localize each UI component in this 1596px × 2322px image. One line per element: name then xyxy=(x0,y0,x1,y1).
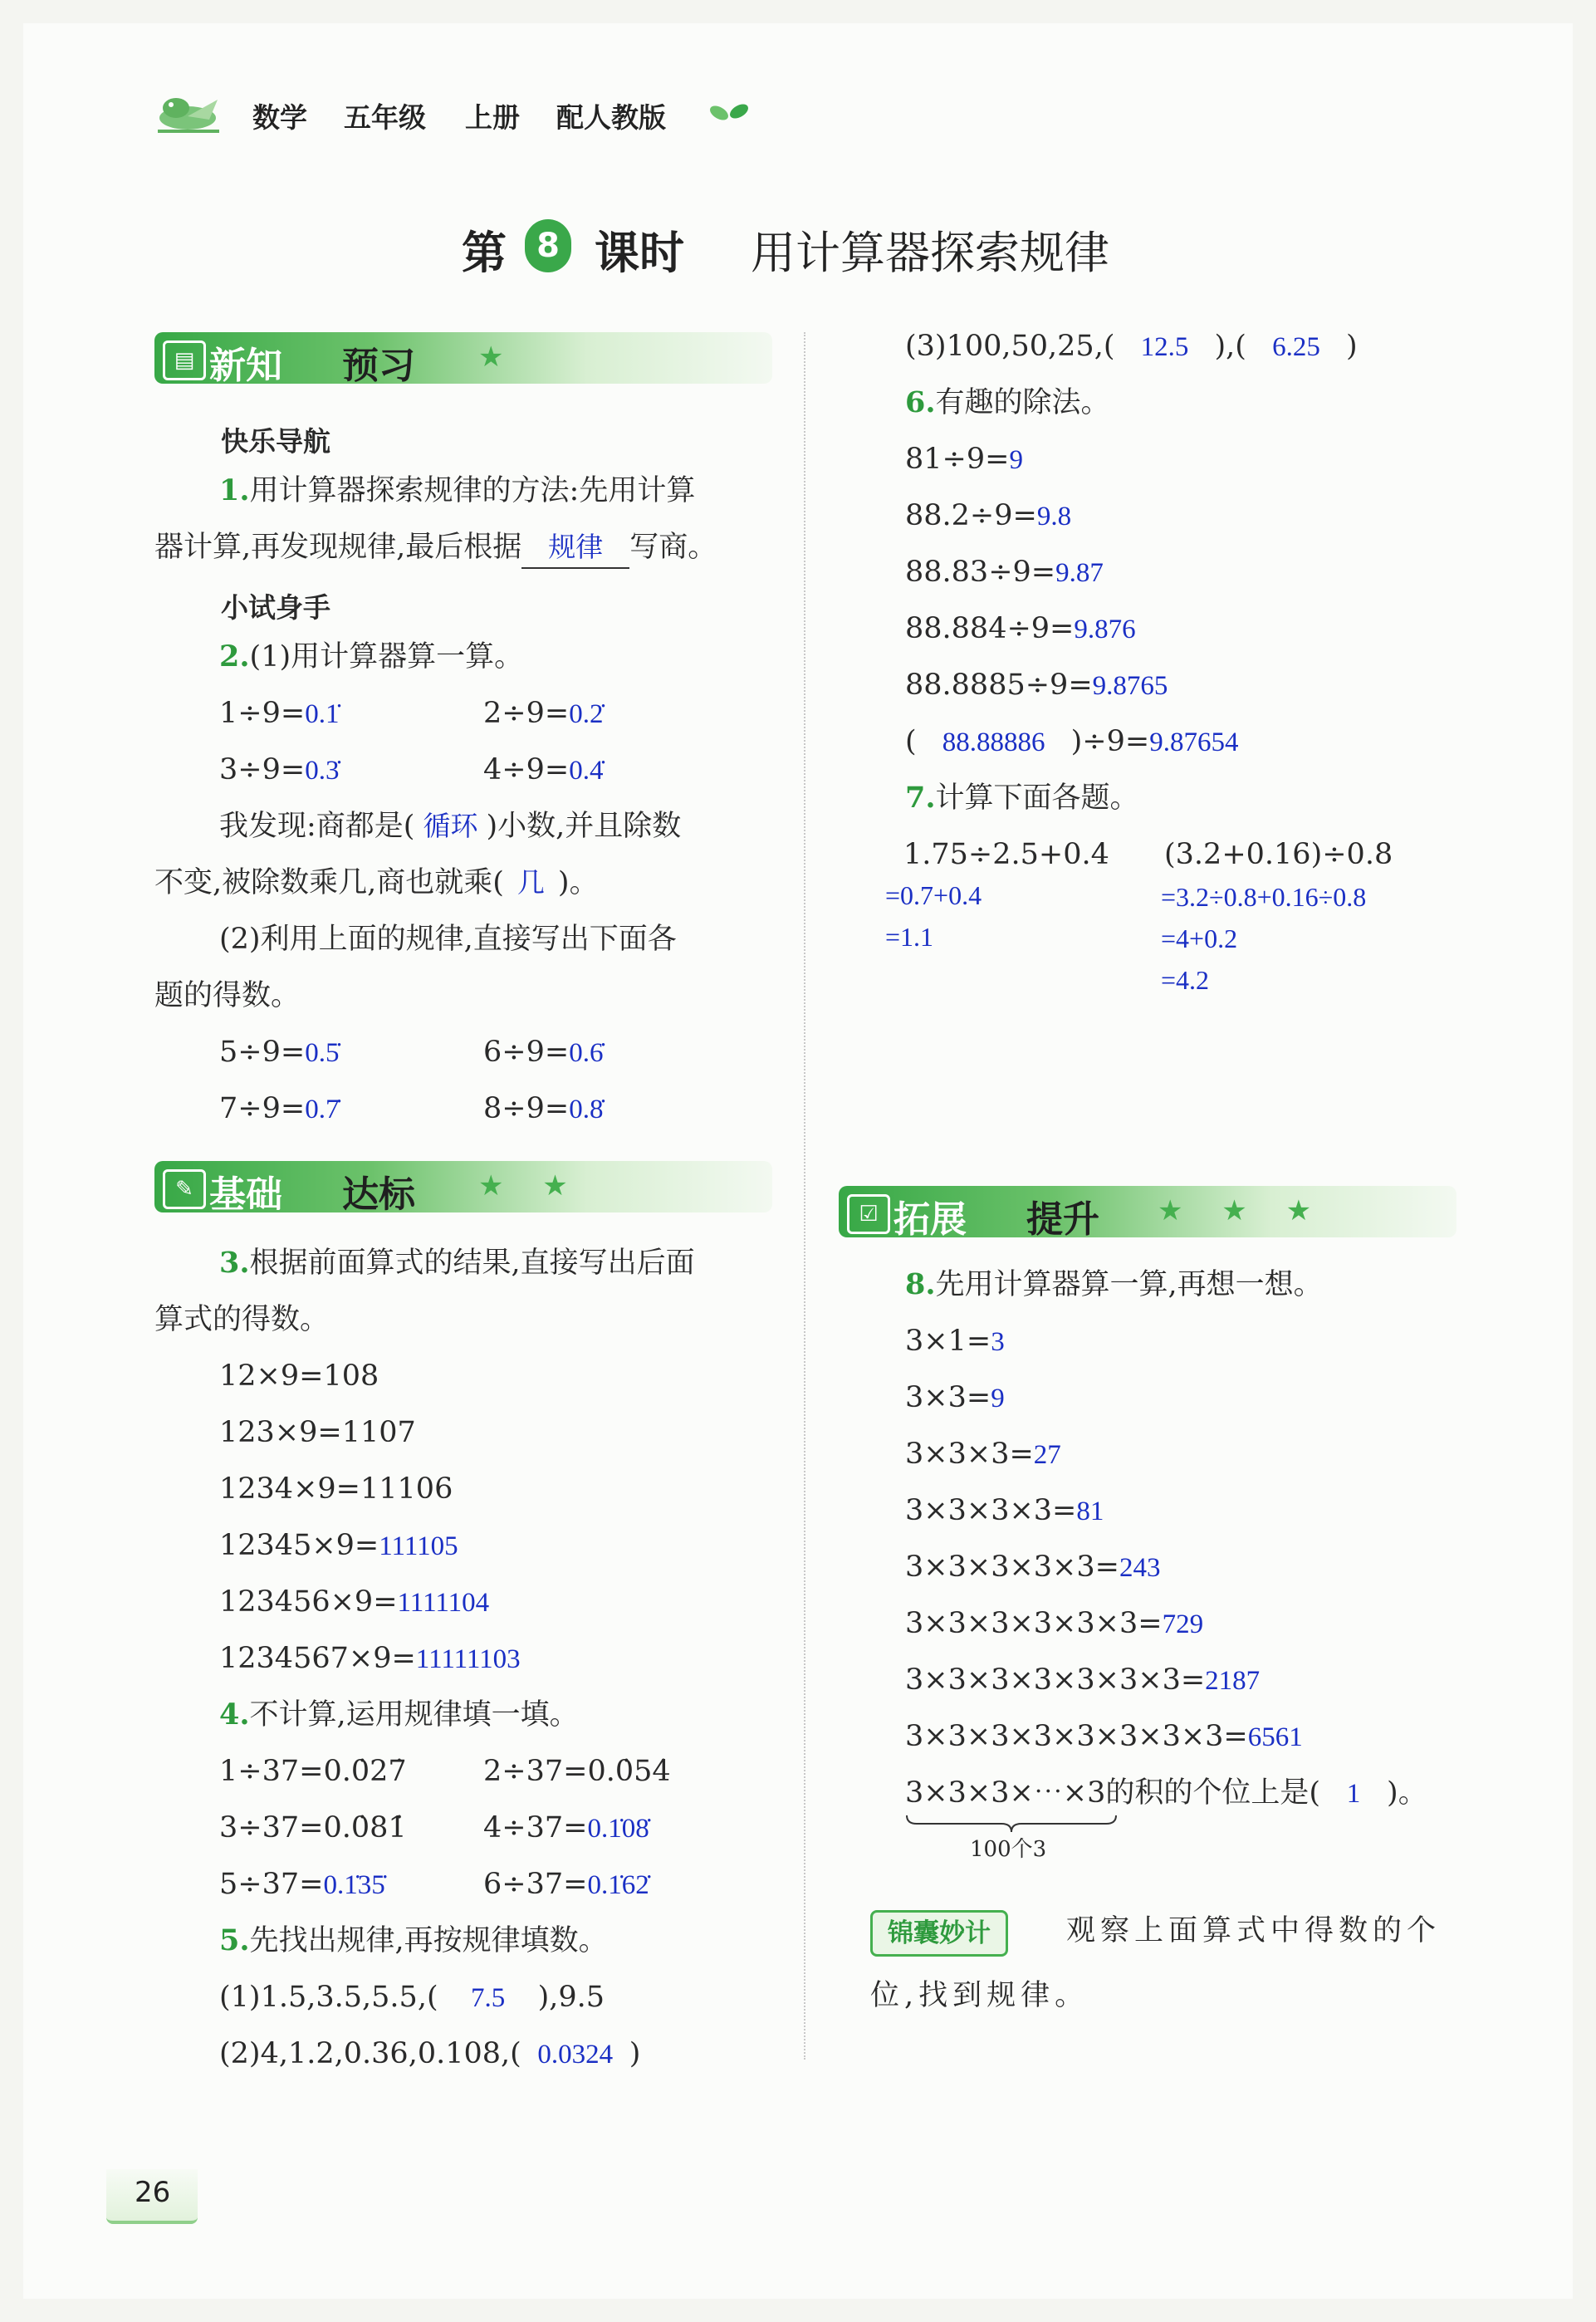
q2-equation: 2÷9= xyxy=(483,697,570,730)
q2b-equation: 5÷9= xyxy=(219,1036,306,1069)
q6-equation: 88.83÷9= xyxy=(905,556,1056,589)
q3-item xyxy=(219,1470,453,1508)
subheading-try: 小试身手 xyxy=(221,591,330,624)
q8-number: 8. xyxy=(905,1267,936,1301)
difficulty-stars: ★ ★ xyxy=(478,1169,583,1203)
q3-equation: 12×9=108 xyxy=(219,1359,379,1393)
q8-answer: 243 xyxy=(1119,1553,1161,1583)
q2b-equation: 8÷9= xyxy=(483,1092,570,1125)
q1-text3: 写商。 xyxy=(629,531,717,564)
q4-answer: 0.1̇62̇ xyxy=(587,1870,649,1900)
q2-finding-answer2: 几 xyxy=(516,869,545,899)
q4-equation: 1÷37=0.0̇27̇ xyxy=(219,1755,407,1788)
q5-part3-end: ) xyxy=(1345,330,1358,363)
q4-number: 4. xyxy=(219,1697,250,1732)
q1-blank[interactable] xyxy=(521,528,629,569)
q1-number: 1. xyxy=(219,473,250,507)
q7-text: 计算下面各题。 xyxy=(935,781,1139,815)
q2-finding-answer1: 循环 xyxy=(423,812,478,842)
subheading-navigation: 快乐导航 xyxy=(221,425,330,458)
q8-item xyxy=(905,1492,1104,1531)
q6-equation: 81÷9= xyxy=(905,443,1010,476)
q2b-answer: 0.6̇ xyxy=(569,1038,604,1068)
q7-intro xyxy=(905,779,1139,817)
q2-equation: 3÷9= xyxy=(219,753,306,786)
checklist-icon: ☑ xyxy=(847,1194,890,1234)
q4-intro xyxy=(219,1696,579,1734)
pencil-book-icon: ✎ xyxy=(163,1169,206,1209)
section-banner-basic xyxy=(154,1161,772,1216)
q4-equation: 3÷37=0.0̇81̇ xyxy=(219,1811,407,1844)
q3-equation: 123×9=1107 xyxy=(219,1416,416,1449)
q6-answer: 9.876 xyxy=(1074,615,1136,644)
q3-line2: 算式的得数。 xyxy=(154,1303,330,1336)
tip-line2: 位,找到规律。 xyxy=(870,1979,1089,2012)
q4-item xyxy=(219,1809,407,1847)
difficulty-stars: ★ ★ ★ xyxy=(1158,1194,1327,1227)
q8-equation: 3×1= xyxy=(905,1325,991,1358)
q8-equation: 3×3= xyxy=(905,1381,991,1414)
q7-right-equation: (3.2+0.16)÷0.8 xyxy=(1164,838,1393,871)
q6-answer: 9.87 xyxy=(1055,558,1104,588)
q8-equation: 3×3×3×3×3= xyxy=(905,1550,1119,1584)
difficulty-stars: ★ xyxy=(478,340,519,374)
q6-item xyxy=(905,610,1136,649)
q1-answer: 规律 xyxy=(548,533,604,563)
section-banner-extension xyxy=(839,1186,1456,1241)
q8-equation: 3×3×3×3×3×3×3×3= xyxy=(905,1720,1248,1753)
q8-item xyxy=(905,1604,1203,1644)
q8-answer: 6561 xyxy=(1247,1722,1303,1752)
q8-last-expression: 3×3×3×⋯×3 xyxy=(905,1776,1106,1810)
q2-equation: 1÷9= xyxy=(219,697,306,730)
header-edition: 配人教版 xyxy=(556,101,666,134)
q6-answer: 9.8765 xyxy=(1092,671,1168,701)
q2-item xyxy=(219,694,339,733)
q2-finding-text: 我发现:商都是( xyxy=(219,810,415,843)
q6-last-text: )÷9= xyxy=(1070,725,1150,758)
q2b-item xyxy=(219,1033,339,1072)
q8-item xyxy=(905,1717,1303,1756)
q2-answer: 0.2̇ xyxy=(569,699,604,729)
q3-item xyxy=(219,1526,458,1565)
q1-text: 用计算器探索规律的方法:先用计算 xyxy=(249,474,696,507)
q3-item xyxy=(219,1413,416,1452)
q4-item xyxy=(483,1809,649,1848)
q8-item xyxy=(905,1322,1005,1361)
q2b-item xyxy=(219,1090,339,1129)
q7-right-step: =4+0.2 xyxy=(1161,923,1238,953)
q6-equation: 88.2÷9= xyxy=(905,499,1037,532)
q8-item xyxy=(905,1379,1005,1418)
q3-item xyxy=(219,1583,489,1622)
q8-equation: 3×3×3= xyxy=(905,1438,1034,1471)
q2-part2-line2: 题的得数。 xyxy=(154,979,301,1012)
q5-part3-answer2: 6.25 xyxy=(1272,332,1320,362)
q7-left-step: =0.7+0.4 xyxy=(885,880,982,910)
q4-answer: 0.1̇08̇ xyxy=(587,1814,649,1844)
q3-equation: 1234×9=11106 xyxy=(219,1472,453,1506)
q8-answer: 2187 xyxy=(1205,1666,1261,1696)
q2b-item xyxy=(483,1090,603,1129)
header-grade: 五年级 xyxy=(344,101,426,134)
lesson-title-suffix: 课时 xyxy=(595,227,684,279)
q5-part2 xyxy=(219,2035,640,2074)
q7-left-step: =1.1 xyxy=(885,922,934,952)
q7-right-step: =4.2 xyxy=(1161,965,1210,995)
q3-equation: 123456×9= xyxy=(219,1585,398,1619)
tip-line1: 观察上面算式中得数的个 xyxy=(1066,1914,1442,1947)
lesson-number-badge: 8 xyxy=(525,219,571,272)
q8-equation: 3×3×3×3= xyxy=(905,1494,1077,1527)
q2-item xyxy=(219,751,339,790)
q2-number: 2. xyxy=(219,639,250,674)
q5-part3 xyxy=(905,327,1358,366)
header-subject: 数学 xyxy=(252,101,307,134)
column-divider xyxy=(804,332,805,2060)
banner-title-white: 拓展 xyxy=(893,1198,967,1241)
q6-item xyxy=(905,553,1104,592)
q3-answer: 111105 xyxy=(379,1531,458,1561)
q8-answer: 9 xyxy=(991,1384,1005,1413)
q6-number: 6. xyxy=(905,385,936,419)
q2b-equation: 6÷9= xyxy=(483,1036,570,1069)
q8-item xyxy=(905,1548,1160,1587)
q2-text: (1)用计算器算一算。 xyxy=(249,640,524,674)
q5-intro xyxy=(219,1922,608,1960)
q3-equation: 12345×9= xyxy=(219,1529,379,1562)
tip-label: 锦囊妙计 xyxy=(870,1910,1008,1957)
q3-answer: 1111104 xyxy=(397,1588,490,1618)
q8-last-answer: 1 xyxy=(1346,1779,1361,1809)
page-number-text: 26 xyxy=(135,2176,171,2209)
section-banner-preview xyxy=(154,332,772,387)
leaf-icon xyxy=(707,100,751,128)
q5-part2-answer: 0.0324 xyxy=(537,2040,614,2070)
q2-finding-text3: 不变,被除数乘几,商也就乘( xyxy=(154,866,504,899)
banner-title-dark: 达标 xyxy=(342,1173,415,1216)
q6-equation: 88.8885÷9= xyxy=(905,669,1093,702)
q6-text: 有趣的除法。 xyxy=(935,386,1110,419)
q3-text: 根据前面算式的结果,直接写出后面 xyxy=(249,1247,695,1280)
q6-last-answer1: 88.88886 xyxy=(942,727,1045,757)
q4-item xyxy=(219,1752,407,1790)
q4-equation: 6÷37= xyxy=(483,1868,588,1901)
q6-intro xyxy=(905,384,1110,422)
q4-equation: 2÷37=0.0̇54̇ xyxy=(483,1755,671,1788)
q2-finding-text2: )小数,并且除数 xyxy=(486,810,682,843)
q5-text: 先找出规律,再按规律填数。 xyxy=(249,1924,608,1957)
q6-item xyxy=(905,497,1071,536)
q6-last-open: ( xyxy=(905,725,917,758)
q5-part3-answer1: 12.5 xyxy=(1140,332,1189,362)
q8-text: 先用计算器算一算,再想一想。 xyxy=(935,1268,1323,1301)
q3-item xyxy=(219,1357,379,1395)
q8-last-end: )。 xyxy=(1387,1776,1427,1810)
q2b-answer: 0.8̇ xyxy=(569,1095,604,1124)
q4-equation: 4÷37= xyxy=(483,1811,588,1844)
q7-right-step: =3.2÷0.8+0.16÷0.8 xyxy=(1161,882,1367,912)
q3-item xyxy=(219,1639,521,1678)
lesson-title-name: 用计算器探索规律 xyxy=(751,227,1109,279)
q4-answer: 0.1̇35̇ xyxy=(323,1870,385,1900)
q4-item xyxy=(483,1752,671,1790)
q8-last-text: 的积的个位上是( xyxy=(1105,1776,1321,1810)
book-icon: ▤ xyxy=(163,340,206,380)
q5-number: 5. xyxy=(219,1923,250,1957)
q3-equation: 1234567×9= xyxy=(219,1642,416,1675)
q1-line1 xyxy=(219,472,695,510)
q6-last xyxy=(905,723,1238,762)
q2-item xyxy=(483,694,603,733)
q6-answer: 9 xyxy=(1009,445,1023,475)
q5-part3-sep: ),( xyxy=(1214,330,1246,363)
q5-part1-text: (1)1.5,3.5,5.5,( xyxy=(219,1981,438,2014)
q2b-answer: 0.5̇ xyxy=(305,1038,340,1068)
q2-finding-line1 xyxy=(219,807,681,846)
q8-equation: 3×3×3×3×3×3×3= xyxy=(905,1663,1206,1697)
q2-finding-text4: )。 xyxy=(557,866,599,899)
banner-title-white: 基础 xyxy=(209,1173,282,1216)
banner-title-dark: 提升 xyxy=(1026,1198,1099,1241)
q4-equation: 5÷37= xyxy=(219,1868,324,1901)
lesson-title-prefix: 第 xyxy=(462,227,507,279)
q2-equation: 4÷9= xyxy=(483,753,570,786)
q2b-item xyxy=(483,1033,603,1072)
q2b-equation: 7÷9= xyxy=(219,1092,306,1125)
q8-answer: 81 xyxy=(1076,1497,1104,1526)
q5-part1 xyxy=(219,1978,605,2017)
q3-line1 xyxy=(219,1244,695,1282)
q8-intro xyxy=(905,1266,1323,1304)
q6-last-answer2: 9.87654 xyxy=(1149,727,1239,757)
header-volume: 上册 xyxy=(465,101,520,134)
banner-title-white: 新知 xyxy=(209,345,282,387)
q2-answer: 0.4̇ xyxy=(569,756,604,786)
q8-equation: 3×3×3×3×3×3= xyxy=(905,1607,1163,1640)
logo-bird-icon xyxy=(151,83,226,145)
q2b-answer: 0.7̇ xyxy=(305,1095,340,1124)
q3-number: 3. xyxy=(219,1246,250,1280)
q6-item xyxy=(905,440,1023,479)
q8-item xyxy=(905,1435,1061,1474)
q2-answer: 0.1̇ xyxy=(305,699,340,729)
q8-last xyxy=(905,1774,1427,1813)
q5-part3-text: (3)100,50,25,( xyxy=(905,330,1115,363)
q2-answer: 0.3̇ xyxy=(305,756,340,786)
q5-part2-end: ) xyxy=(629,2037,641,2070)
q8-answer: 27 xyxy=(1033,1440,1061,1470)
q4-text: 不计算,运用规律填一填。 xyxy=(249,1698,579,1732)
q2-item xyxy=(483,751,603,790)
q5-part1-answer: 7.5 xyxy=(470,1983,506,2013)
q2-finding-line2 xyxy=(154,864,599,903)
q7-left-equation: 1.75÷2.5+0.4 xyxy=(903,838,1109,871)
q4-item xyxy=(483,1865,649,1904)
q6-equation: 88.884÷9= xyxy=(905,612,1075,645)
q2-intro xyxy=(219,638,523,676)
q1-line2 xyxy=(154,528,717,569)
page-number xyxy=(106,2169,198,2224)
q8-brace-label: 100个3 xyxy=(970,1837,1047,1862)
q5-part1-end: ),9.5 xyxy=(537,1981,605,2014)
q6-item xyxy=(905,666,1168,705)
q3-answer: 11111103 xyxy=(415,1644,521,1674)
q7-number: 7. xyxy=(905,781,936,815)
q6-answer: 9.8 xyxy=(1036,502,1072,532)
banner-title-dark: 预习 xyxy=(342,345,415,387)
q5-part2-text: (2)4,1.2,0.36,0.108,( xyxy=(219,2037,521,2070)
q1-text2: 器计算,再发现规律,最后根据 xyxy=(154,531,522,564)
q4-item xyxy=(219,1865,385,1904)
q8-answer: 3 xyxy=(991,1327,1005,1357)
q8-answer: 729 xyxy=(1162,1609,1204,1639)
q2-part2-line1: (2)利用上面的规律,直接写出下面各 xyxy=(219,923,677,956)
q8-item xyxy=(905,1661,1260,1700)
